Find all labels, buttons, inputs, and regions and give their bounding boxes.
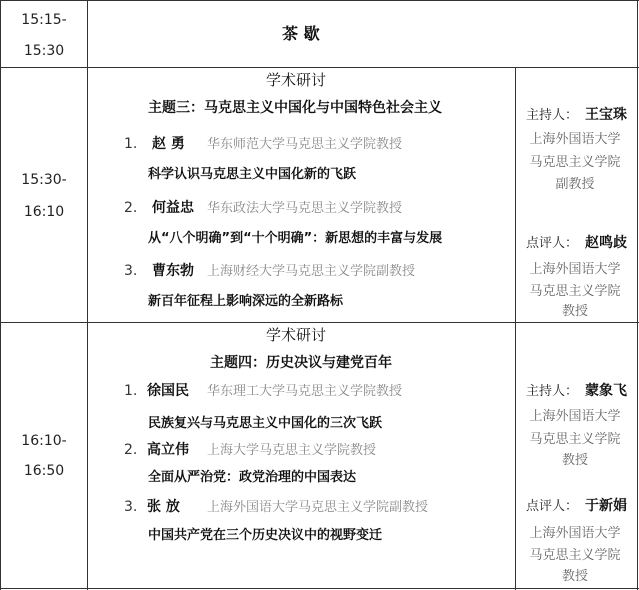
- reviewer-info: 马克思主义学院: [529, 548, 621, 563]
- session3-heading: 学术研讨: [266, 71, 327, 89]
- reviewer-info: 上海外国语大学: [529, 262, 621, 277]
- session3-time-start: 15:30-: [21, 172, 67, 188]
- speaker-name: 赵 勇: [152, 136, 185, 152]
- host-info: 马克思主义学院: [529, 432, 621, 447]
- reviewer-info: 马克思主义学院: [529, 284, 621, 299]
- session4-theme: 主题四：历史决议与建党百年: [210, 355, 392, 371]
- talk-title: 中国共产党在三个历史决议中的视野变迁: [148, 528, 383, 543]
- row-divider: [0, 588, 639, 589]
- reviewer-info: 教授: [561, 304, 588, 319]
- reviewer-info: 教授: [561, 569, 588, 584]
- speaker-affiliation: 华东理工大学马克思主义学院教授: [207, 384, 403, 399]
- speaker-affiliation: 上海财经大学马克思主义学院副教授: [207, 264, 416, 279]
- talk-title: 从“八个明确”到“十个明确”：新思想的丰富与发展: [148, 231, 443, 246]
- speaker-name: 张 放: [147, 499, 180, 515]
- session3-theme: 主题三：马克思主义中国化与中国特色社会主义: [148, 100, 442, 116]
- break-label: 茶 歇: [282, 24, 320, 43]
- row-divider: [0, 0, 639, 1]
- break-time-end: 15:30: [23, 43, 65, 59]
- session3-time-end: 16:10: [23, 204, 65, 220]
- break-time-start: 15:15-: [21, 12, 67, 28]
- reviewer-role: 点评人：: [526, 499, 579, 514]
- host-info: 教授: [561, 453, 588, 468]
- talk-title: 科学认识马克思主义中国化新的飞跃: [148, 167, 357, 182]
- speaker-affiliation: 华东师范大学马克思主义学院教授: [207, 137, 403, 152]
- talk-title: 新百年征程上影响深远的全新路标: [148, 294, 344, 309]
- host-role: 主持人：: [526, 108, 579, 123]
- speaker-affiliation: 华东政法大学马克思主义学院教授: [207, 201, 403, 216]
- talk-number: 2.: [124, 200, 138, 216]
- session4-time-end: 16:50: [23, 463, 65, 479]
- talk-number: 3.: [124, 499, 138, 515]
- speaker-name: 曹东勃: [152, 263, 194, 279]
- reviewer-info: 上海外国语大学: [529, 526, 621, 541]
- host-role: 主持人：: [526, 384, 579, 399]
- talk-number: 2.: [124, 442, 138, 458]
- host-info: 副教授: [555, 177, 595, 192]
- speaker-name: 徐国民: [147, 383, 189, 399]
- host-name: 蒙象飞: [585, 383, 627, 399]
- session4-heading: 学术研讨: [266, 326, 327, 344]
- speaker-affiliation: 上海外国语大学马克思主义学院副教授: [207, 500, 429, 515]
- host-info: 上海外国语大学: [529, 409, 621, 424]
- talk-number: 3.: [124, 263, 138, 279]
- talk-number: 1.: [124, 383, 138, 399]
- column-divider: [637, 0, 638, 590]
- host-info: 上海外国语大学: [529, 132, 621, 147]
- reviewer-role: 点评人：: [526, 236, 579, 251]
- speaker-affiliation: 上海大学马克思主义学院教授: [207, 443, 377, 458]
- talk-title: 民族复兴与马克思主义中国化的三次飞跃: [148, 416, 383, 431]
- row-divider: [0, 67, 639, 68]
- host-name: 王宝珠: [585, 107, 627, 123]
- reviewer-name: 赵鸣歧: [585, 235, 627, 251]
- row-divider: [0, 322, 639, 323]
- column-divider: [87, 0, 88, 590]
- reviewer-name: 于新娟: [585, 498, 627, 514]
- host-info: 马克思主义学院: [529, 155, 621, 170]
- speaker-name: 何益忠: [152, 200, 194, 216]
- speaker-name: 高立伟: [147, 442, 189, 458]
- talk-title: 全面从严治党：政党治理的中国表达: [148, 470, 357, 485]
- column-divider: [0, 0, 1, 590]
- session4-time-start: 16:10-: [21, 433, 67, 449]
- talk-number: 1.: [124, 136, 138, 152]
